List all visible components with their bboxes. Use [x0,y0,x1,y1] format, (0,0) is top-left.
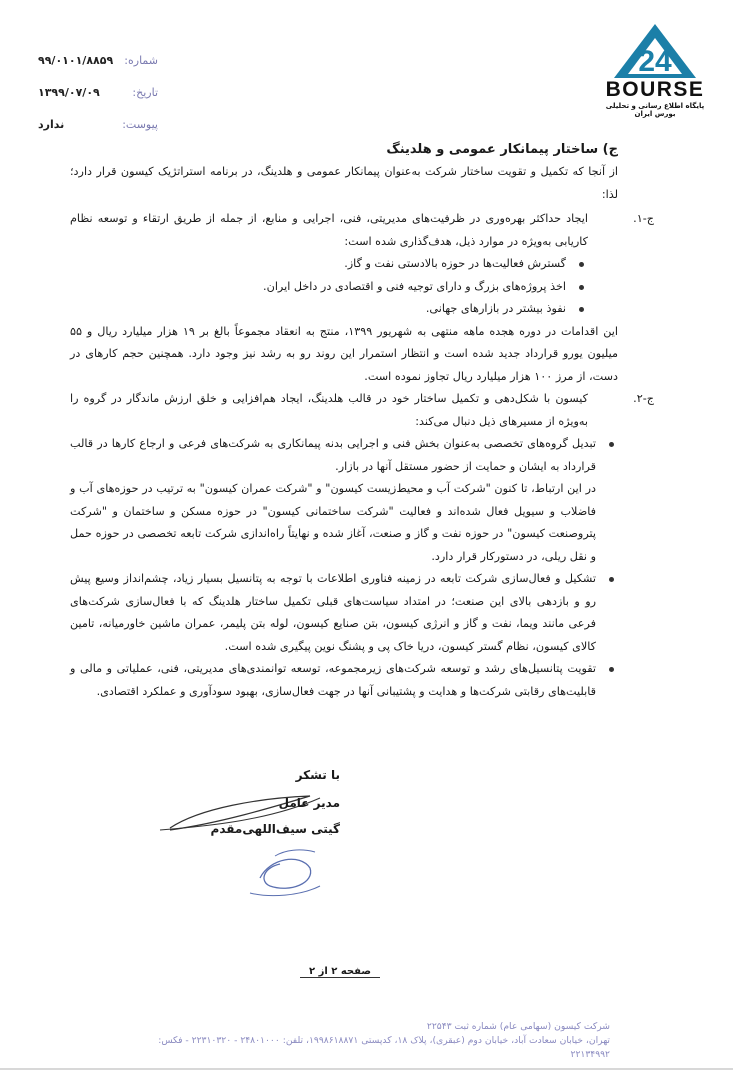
item-1-text: ایجاد حداکثر بهره‌وری در ظرفیت‌های مدیریتی، فنی، اجرایی و منابع، از جمله از طریق ارتقاء و توسعه نظام کاریابی به‌ویژه در موارد ذیل، هدف‌گذاری شده است: [70,212,588,248]
number-label: شماره: [124,54,158,67]
meta-attachment-row [38,118,158,136]
logo-number: 24 [638,45,672,78]
item-1-number: ج-۱. [633,212,654,225]
address-line-1: شرکت کیسون (سهامی عام) شماره ثبت ۲۲۵۴۳ [426,1021,610,1032]
bullet-icon [579,285,584,290]
bottom-divider [0,1068,733,1070]
bullet-icon [609,442,614,447]
page-number: صفحه ۲ از ۲ [300,966,380,978]
signature-closing: با تشکر [295,768,340,782]
bullet-icon [579,262,584,267]
section-heading: ج) ساختار پیمانکار عمومی و هلدینگ [386,142,618,157]
bullet-icon [579,307,584,312]
section-intro: از آنجا که تکمیل و تقویت ساختار شرکت به‌عنوان پیمانکار عمومی و هلدینگ، در برنامه استراتژیک کیسون قرار دارد؛ لذا: [70,165,618,201]
item-2-number: ج-۲. [633,392,654,405]
item-2-bullets [70,433,618,703]
signature-block [150,768,340,918]
attachment-value: ندارد [38,118,65,131]
logo-wordmark: BOURSE [605,78,705,101]
bullet-icon [609,577,614,582]
bullet-continuation: در این ارتباط، تا کنون "شرکت آب و محیط‌زیست کیسون" و "شرکت عمران کیسون" به ترتیب در حوزه‌های آب و فاضلاب و سیویل فعال شده‌اند و فعالیت "شرکت ساختمانی کیسون" در حوزه مسکن و ساختمان و "شرکت پتروصنعت کیسون" در حوزه نفت و گاز و صنعت، آغاز شده و نهایتاً راه‌اندازی شرکت تابعه تخصصی در حوزه حمل و نقل ریلی، در دستورکار قرار دارد. [70,482,596,563]
company-address [140,1020,610,1062]
item-1-bullets [70,253,588,321]
list-item: اخذ پروژه‌های بزرگ و دارای توجیه فنی و اقتصادی در داخل ایران. [70,276,588,299]
item-1-followup: این اقدامات در دوره هجده ماهه منتهی به شهریور ۱۳۹۹، منتج به انعقاد مجموعاً بالغ بر ۱۹ هزار میلیارد ریال و ۵۵ میلیون یورو قرارداد جدید شده است و انتظار استمرار این روند رو به رشد نیز وجود دارد. همچنین حجم کارهای در دست، از مرز ۱۰۰ هزار میلیارد ریال تجاوز نموده است. [70,324,618,383]
item-1 [70,208,654,321]
item-2 [70,388,654,433]
letter-body [70,142,654,703]
number-value: ۹۹/۰۱۰۱/۸۸۵۹ [38,54,114,67]
signature-name: گیتی سیف‌اللهی‌مقدم [210,822,340,836]
bullet-icon [609,667,614,672]
list-item: تقویت پتانسیل‌های رشد و توسعه شرکت‌های زیرمجموعه، توسعه توانمندی‌های مدیریتی، فنی، عملیاتی و مالی و قابلیت‌های رقابتی شرکت‌ها و هدایت و پشتیبانی آنها در جهت فعال‌سازی، بهبود سودآوری و عملکرد اقتصادی. [70,658,618,703]
logo-tagline: پایگاه اطلاع رسانی و تحلیلی بورس ایران [605,102,705,118]
date-label: تاریخ: [132,86,158,99]
meta-number-row [38,54,158,72]
list-item: نفوذ بیشتر در بازارهای جهانی. [70,298,588,321]
list-item: گسترش فعالیت‌ها در حوزه بالادستی نفت و گاز. [70,253,588,276]
signature-stamp-icon [150,768,340,918]
signature-title: مدیر عامل [278,796,340,810]
list-item: تبدیل گروه‌های تخصصی به‌عنوان بخش فنی و اجرایی بدنه پیمانکاری به شرکت‌های فرعی و ارجاع کارها در قالب قرارداد به ایشان و حمایت از حضور مستقل آنها در بازار. در این ارتباط، تا کنون "شرکت آب و محیط‌زیست کیسون" و "شرکت عمران کیسون" به ترتیب در حوزه‌های آب و فاضلاب و سیویل فعال شده‌اند و فعالیت "شرکت ساختمانی کیسون" در حوزه مسکن و ساختمان و "شرکت پتروصنعت کیسون" در حوزه نفت و گاز و صنعت، آغاز شده و نهایتاً راه‌اندازی شرکت تابعه تخصصی در حوزه حمل و نقل ریلی، در دستورکار قرار دارد. [70,433,618,568]
triangle-logo-icon [610,22,700,80]
attachment-label: پیوست: [122,118,158,131]
meta-date-row [38,86,158,104]
item-2-text: کیسون با شکل‌دهی و تکمیل ساختار خود در قالب هلدینگ، ایجاد هم‌افزایی و خلق ارزش ماندگار در گروه را به‌ویژه از مسیرهای ذیل دنبال می‌کند: [70,392,588,428]
address-line-2: تهران، خیابان سعادت آباد، خیابان دوم (عبقری)، پلاک ۱۸، کدپستی ۱۹۹۸۶۱۸۸۷۱، تلفن: ۲۴۸۰۱۰۰۰ - ۲۲۳۱۰۳۲۰ - فکس: ۲۲۱۳۴۹۹۲ [158,1035,610,1060]
date-value: ۱۳۹۹/۰۷/۰۹ [38,86,100,99]
list-item: تشکیل و فعال‌سازی شرکت تابعه در زمینه فناوری اطلاعات با توجه به پتانسیل بسیار زیاد، چشم‌انداز وسیع پیش رو و بازدهی بالای این صنعت؛ در امتداد سیاست‌های قبلی تکمیل ساختار هلدینگ که با فعال‌سازی شرکت‌های فرعی مانند ویما، نفت و گاز و انرژی کیسون، بتن صنایع کیسون، لوله بتن پلیمر، عمران ماشین خاورمیانه، تامین کالای کیسون، نظام گستر کیسون، دریا خاک پی و پشنگ نوین پیگیری شده است. [70,568,618,658]
bourse24-logo [598,22,712,118]
